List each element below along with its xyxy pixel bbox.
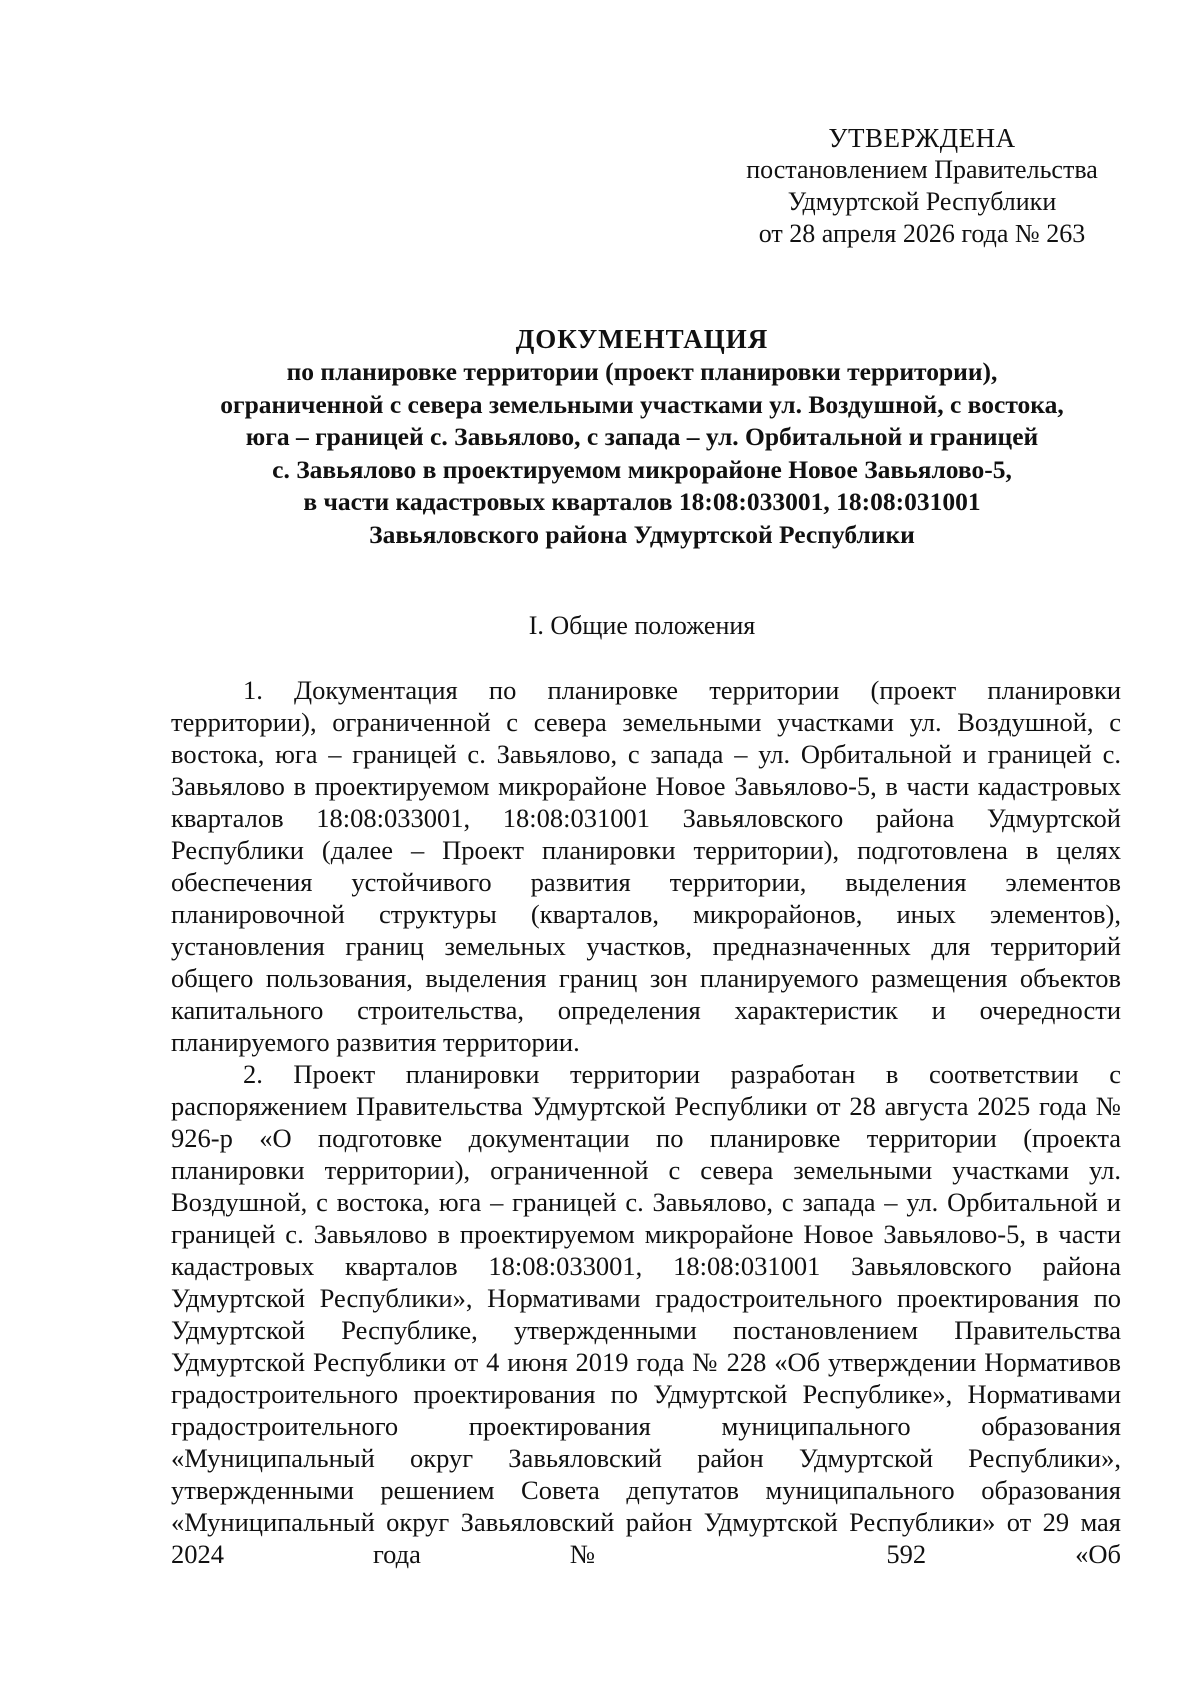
section-heading: I. Общие положения [528, 611, 756, 640]
approval-stamp [722, 122, 1122, 250]
paragraph-2: 2. Проект планировки территории разработан в соответствии с распоряжением Правительства Удмуртской Республики от 28 августа 2025 года № 926-р «О подготовке документации по планировке территории (проекта планировки территории), ограниченной с севера земельными участками ул. Воздушной, с востока, юга – границей с. Завьялово, с запада – ул. Орбитальной и границей с. Завьялово в проектируемом микрорайоне Новое Завьялово-5, в части кадастровых кварталов 18:08:033001, 18:08:031001 Завьяловского района Удмуртской Республики», Нормативами градостроительного проектирования по Удмуртской Республике, утвержденными постановлением Правительства Удмуртской Республики от 4 июня 2019 года № 228 «Об утверждении Нормативов градостроительного проектирования по Удмуртской Республике», Нормативами градостроительного проектирования муниципального образования «Муниципальный округ Завьяловский район Удмуртской Республики», утвержденными решением Совета депутатов муниципального образования «Муниципальный округ Завьяловский район Удмуртской Республики» от 29 мая 2024 года № 592 «Об [171, 1059, 1121, 1569]
approval-line: постановлением Правительства [746, 155, 1098, 184]
paragraph-1: 1. Документация по планировке территории (проект планировки территории), ограниченной с севера земельными участками ул. Воздушной, с востока, юга – границей с. Завьялово, с запада – ул. Орбитальной и границей с. Завьялово в проектируемом микрорайоне Новое Завьялово-5, в части кадастровых кварталов 18:08:033001, 18:08:031001 Завьяловского района Удмуртской Республики (далее – Проект планировки территории), подготовлена в целях обеспечения устойчивого развития территории, выделения элементов планировочной структуры (кварталов, микрорайонов, иных элементов), установления границ земельных участков, предназначенных для территорий общего пользования, выделения границ зон планируемого размещения объектов капитального строительства, определения характеристик и очередности планируемого развития территории. [171, 675, 1121, 1057]
document-title-line: юга – границей с. Завьялово, с запада – ул. Орбитальной и границей [245, 422, 1039, 451]
document-title-line: ограниченной с севера земельными участками ул. Воздушной, с востока, [220, 389, 1064, 419]
document-title-line: в части кадастровых кварталов 18:08:033001, 18:08:031001 [303, 487, 981, 516]
document-title-main: ДОКУМЕНТАЦИЯ [515, 324, 769, 354]
approval-heading: УТВЕРЖДЕНА [828, 123, 1016, 153]
document-title-line: с. Завьялово в проектируемом микрорайоне Новое Завьялово-5, [272, 454, 1012, 484]
document-title-line: по планировке территории (проект планировки территории), [286, 357, 998, 386]
document-body [171, 674, 1121, 1570]
approval-date-line: от 28 апреля 2026 года № 263 [758, 219, 1086, 248]
document-title [160, 322, 1124, 551]
document-title-line: Завьяловского района Удмуртской Республики [369, 519, 915, 549]
approval-line: Удмуртской Республики [787, 187, 1057, 216]
